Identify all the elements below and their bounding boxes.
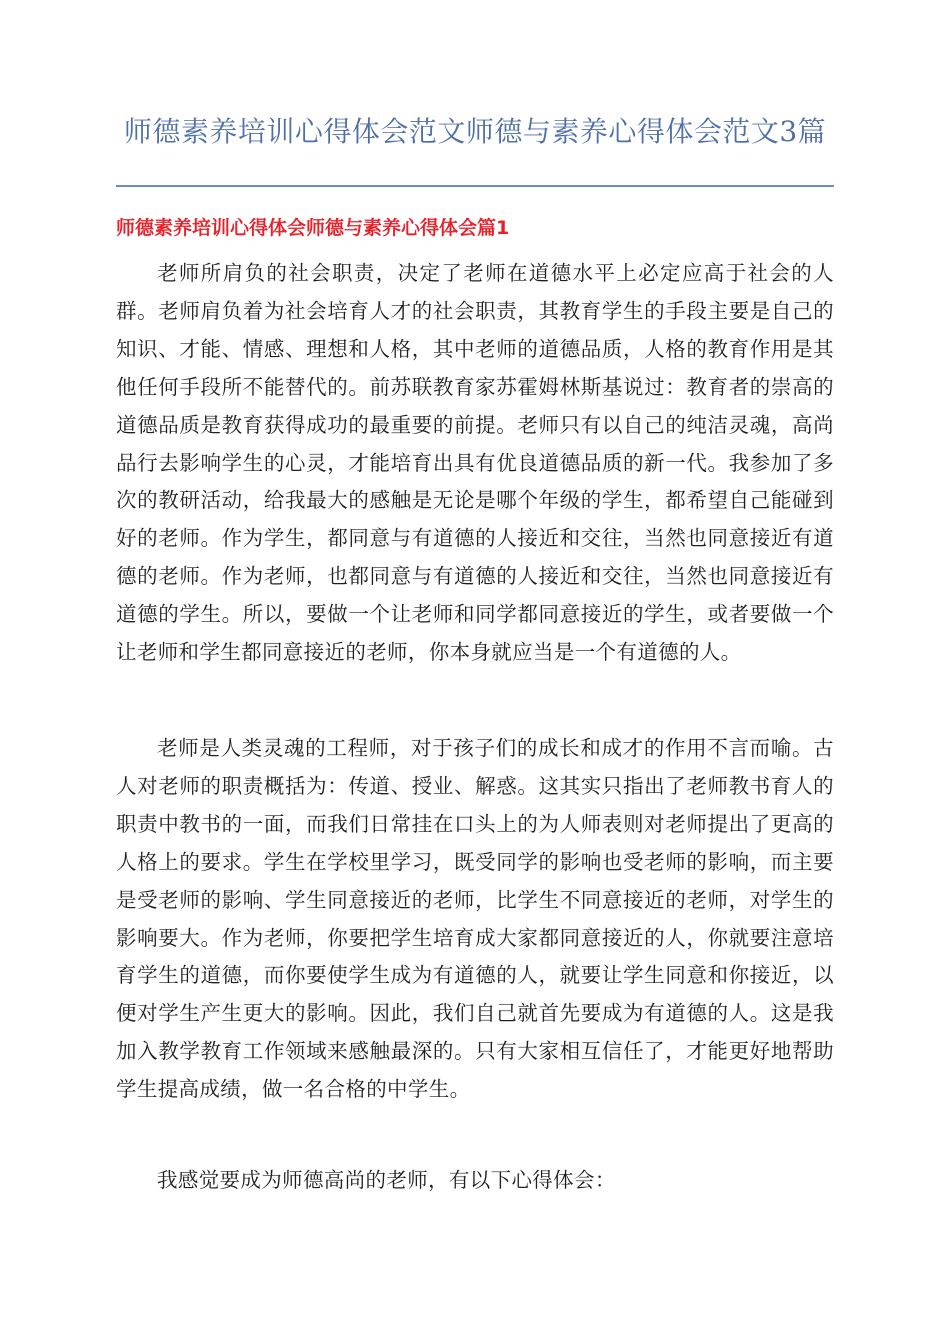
title-divider <box>116 185 834 187</box>
body-paragraph: 老师是人类灵魂的工程师，对于孩子们的成长和成才的作用不言而喻。古人对老师的职责概括为：传道、授业、解惑。这其实只指出了老师教书育人的职责中教书的一面，而我们日常挂在口头上的为人师表则对老师提出了更高的人格上的要求。学生在学校里学习，既受同学的影响也受老师的影响，而主要是受老师的影响、学生同意接近的老师，比学生不同意接近的老师，对学生的影响要大。作为老师，你要把学生培育成大家都同意接近的人，你就要注意培育学生的道德，而你要使学生成为有道德的人，就要让学生同意和你接近，以便对学生产生更大的影响。因此，我们自己就首先要成为有道德的人。这是我加入教学教育工作领域来感触最深的。只有大家相互信任了，才能更好地帮助学生提高成绩，做一名合格的中学生。 <box>116 736 834 1102</box>
body-paragraph: 我感觉要成为师德高尚的老师，有以下心得体会： <box>157 1168 616 1192</box>
body-paragraph: 老师所肩负的社会职责，决定了老师在道德水平上必定应高于社会的人群。老师肩负着为社会培育人才的社会职责，其教育学生的手段主要是自己的知识、才能、情感、理想和人格，其中老师的道德品质，人格的教育作用是其他任何手段所不能替代的。前苏联教育家苏霍姆林斯基说过：教育者的崇高的道德品质是教育获得成功的最重要的前提。老师只有以自己的纯洁灵魂，高尚品行去影响学生的心灵，才能培育出具有优良道德品质的新一代。我参加了多次的教研活动，给我最大的感触是无论是哪个年级的学生，都希望自己能碰到好的老师。作为学生，都同意与有道德的人接近和交往，当然也同意接近有道德的老师。作为老师，也都同意与有道德的人接近和交往，当然也同意接近有道德的学生。所以，要做一个让老师和同学都同意接近的学生，或者要做一个让老师和学生都同意接近的老师，你本身就应当是一个有道德的人。 <box>116 261 834 665</box>
document-title: 师德素养培训心得体会范文师德与素养心得体会范文3篇 <box>123 115 827 148</box>
section-heading: 师德素养培训心得体会师德与素养心得体会篇1 <box>116 217 510 239</box>
